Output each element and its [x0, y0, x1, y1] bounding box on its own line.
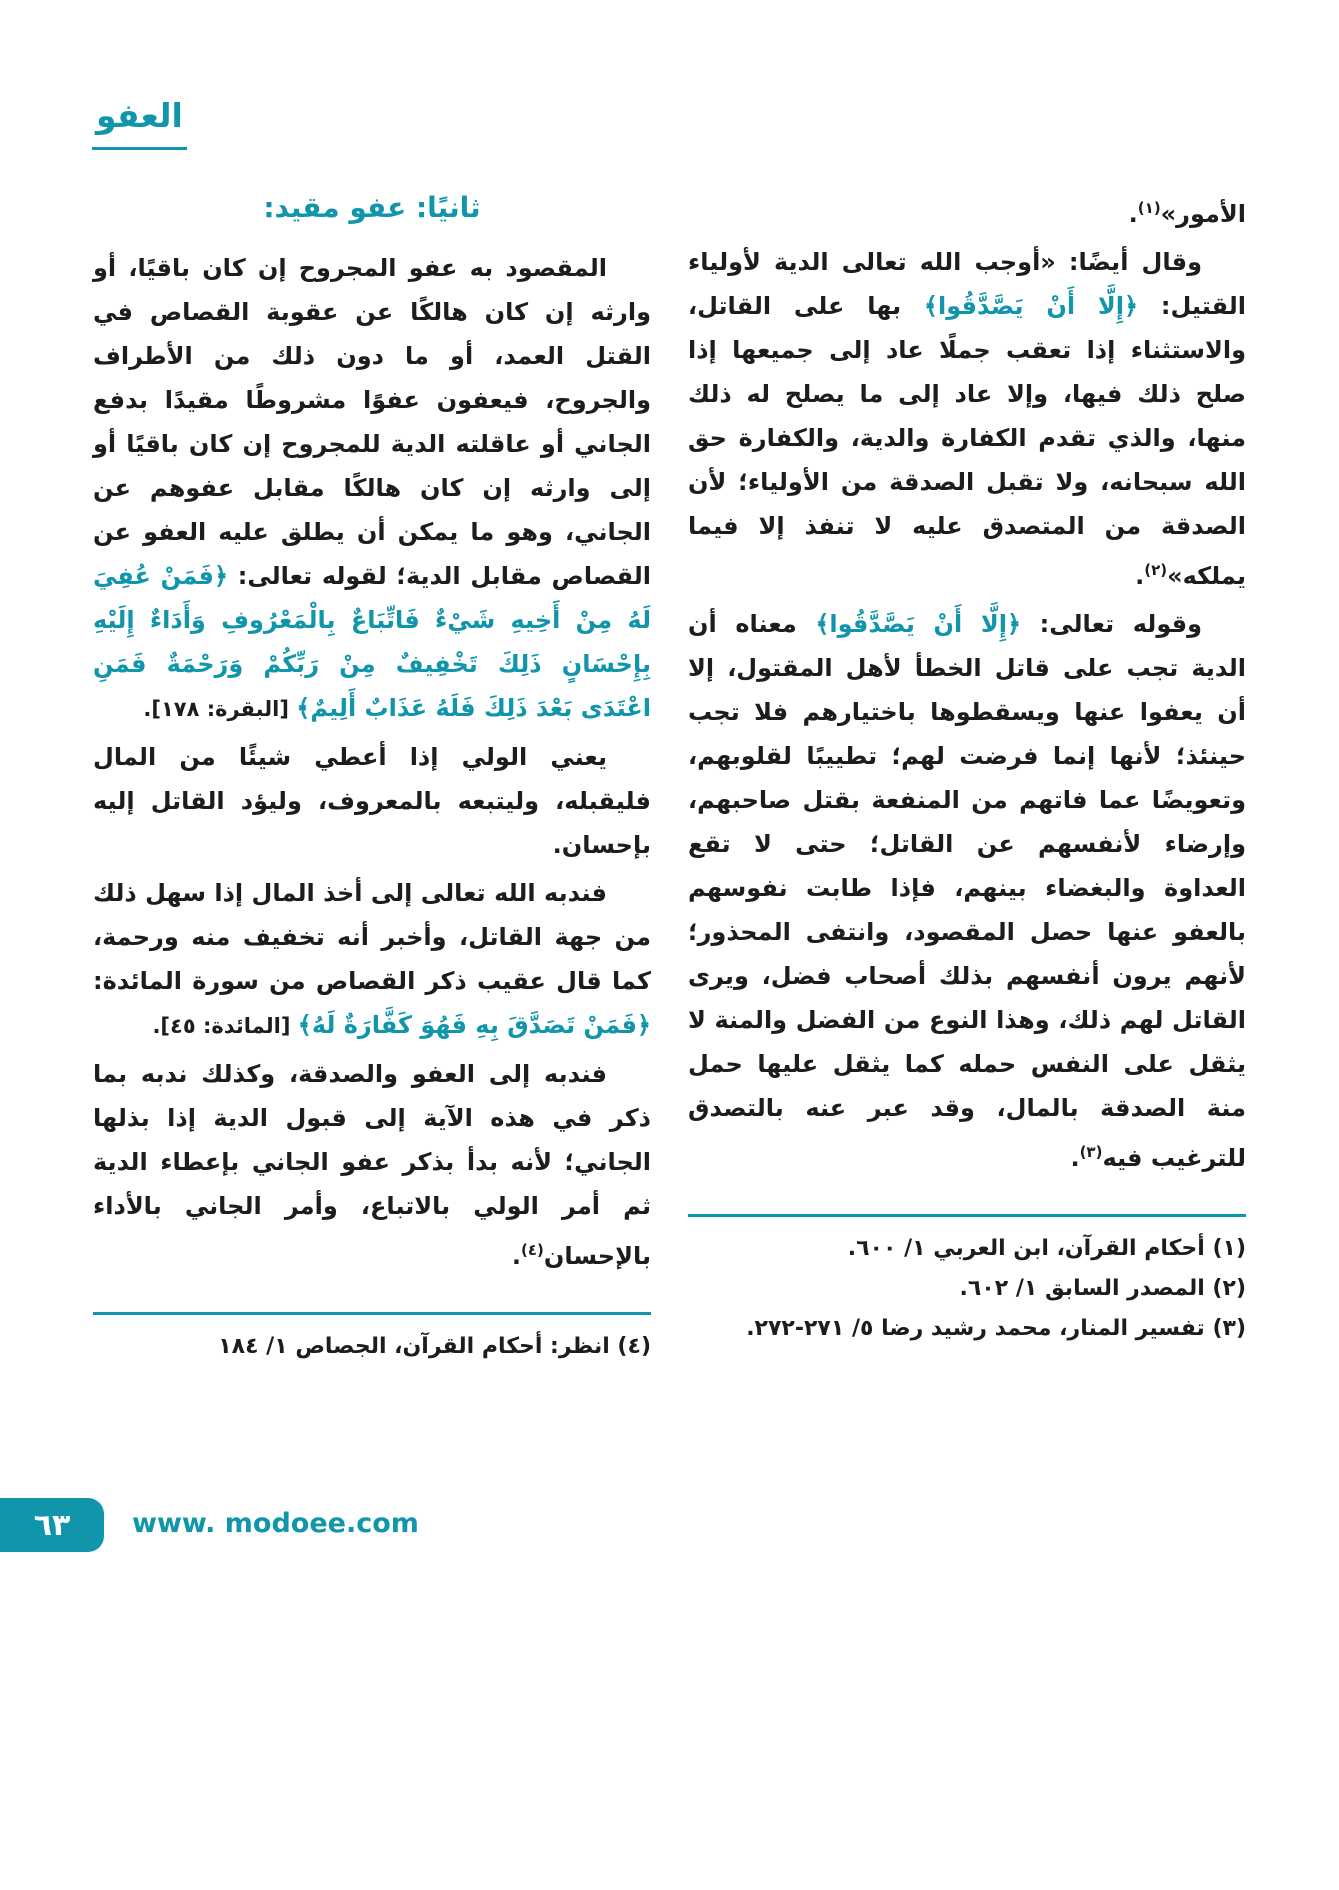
body-text: وقال أيضًا: «أوجب الله تعالى الدية لأولياء القتيل:	[688, 248, 1247, 320]
footnote: (١) أحكام القرآن، ابن العربي ١/ ٦٠٠.	[847, 1236, 1246, 1261]
footnote-divider	[688, 1214, 1246, 1217]
quran-verse: ﴿فَمَنْ تَصَدَّقَ بِهِ فَهُوَ كَفَّارَةٌ لَهُ﴾	[297, 1011, 651, 1039]
body-text: معناه أن الدية تجب على قاتل الخطأ لأهل المقتول، إلا أن يعفوا عنها ويسقطوها باختيارهم فلا تجب حينئذ؛ لأنها إنما فرضت لهم؛ تطييبًا لقلوبهم، وتعويضًا عما فاتهم من المنفعة بقتل صاحبهم، وإرضاء لأنفسهم عن القاتل؛ حتى لا تقع العداوة والبغضاء بينهم، فإذا طابت نفوسهم بالعفو عنها حصل المقصود، وانتفى المحذور؛ لأنهم يرون أنفسهم بذلك أصحاب فضل، ويرى القاتل لهم ذلك، وهذا النوع من الفضل والمنة لا يثقل على النفس حمله كما يثقل عليها حمل منة الصدقة بالمال، وقد عبر عنه بالتصدق للترغيب فيه	[688, 610, 1246, 1172]
footnote-divider	[93, 1312, 651, 1315]
footnote-ref: (٣)	[1079, 1143, 1103, 1161]
left-column-footnotes	[93, 1312, 651, 1367]
footnote: (٤) انظر: أحكام القرآن، الجصاص ١/ ١٨٤	[218, 1334, 651, 1359]
body-text: .	[1070, 1144, 1080, 1172]
footnote-ref: (٤)	[521, 1241, 544, 1259]
quran-verse: ﴿إِلَّا أَنْ يَصَّدَّقُوا﴾	[923, 292, 1139, 320]
page-footer	[0, 1498, 1339, 1556]
body-text: وقوله تعالى:	[1021, 610, 1203, 638]
footnote-list	[688, 1229, 1246, 1349]
paragraph	[93, 871, 651, 1048]
website-text: www. modoee.com	[132, 1508, 419, 1539]
paragraph	[93, 735, 651, 867]
quran-verse: ﴿إِلَّا أَنْ يَصَّدَّقُوا﴾	[815, 610, 1022, 638]
footnote-ref: (١)	[1137, 199, 1161, 217]
page-number: ٦٣	[33, 1507, 71, 1543]
body-text: بها على القاتل، والاستثناء إذا تعقب جملًا عاد إلى جميعها إذا صلح ذلك فيها، وإلا عاد إلى ما يصلح له ذلك منها، والذي تقدم الكفارة والدية، والكفارة حق الله سبحانه، ولا تقبل الصدقة من الأولياء؛ لأن الصدقة من المتصدق عليه لا تنفذ إلا فيما يملكه»	[688, 292, 1246, 590]
quran-verse: ﴿فَمَنْ عُفِيَ لَهُ مِنْ أَخِيهِ شَيْءٌ فَاتِّبَاعٌ بِالْمَعْرُوفِ وَأَدَاءٌ إِلَيْهِ بِإِحْسَانٍ ذَلِكَ تَخْفِيفٌ مِنْ رَبِّكُمْ وَرَحْمَةٌ فَمَنِ اعْتَدَى بَعْدَ ذَلِكَ فَلَهُ عَذَابٌ أَلِيمٌ﴾	[93, 562, 651, 722]
body-text: فندبه إلى العفو والصدقة، وكذلك ندبه بما ذكر في هذه الآية إلى قبول الدية إذا بذلها الجاني؛ لأنه بدأ بذكر عفو الجاني بإعطاء الدية ثم أمر الولي بالاتباع، وأمر الجاني بالأداء بالإحسان	[93, 1060, 651, 1270]
left-column	[93, 186, 651, 1367]
body-text: .	[1128, 200, 1138, 228]
body-text: .	[511, 1242, 522, 1270]
section-heading: ثانيًا: عفو مقيد:	[263, 191, 481, 224]
footnote: (٣) تفسير المنار، محمد رشيد رضا ٥/ ٢٧١-٢٧٢.	[746, 1316, 1246, 1341]
body-text: فندبه الله تعالى إلى أخذ المال إذا سهل ذلك من جهة القاتل، وأخبر أنه تخفيف منه ورحمة، كما قال عقيب ذكر القصاص من سورة المائدة:	[93, 879, 651, 995]
paragraph	[688, 186, 1246, 236]
right-column-text	[688, 186, 1246, 1180]
verse-citation: [المائدة: ٤٥].	[152, 1014, 298, 1038]
footnote: (٢) المصدر السابق ١/ ٦٠٢.	[959, 1276, 1246, 1301]
body-text: المقصود به عفو المجروح إن كان باقيًا، أو وارثه إن كان هالكًا عن عقوبة القصاص في القتل العمد، أو ما دون ذلك من الأطراف والجروح، فيعفون عفوًا مشروطًا مقيدًا بدفع الجاني أو عاقلته الدية للمجروح إن كان باقيًا أو إلى وارثه إن كان هالكًا مقابل عفوهم عن الجاني، وهو ما يمكن أن يطلق عليه العفو عن القصاص مقابل الدية؛ لقوله تعالى:	[93, 254, 651, 590]
left-column-text	[93, 246, 651, 1278]
footnote-ref: (٢)	[1144, 561, 1168, 579]
paragraph	[688, 240, 1246, 598]
paragraph	[688, 602, 1246, 1180]
paragraph	[93, 1052, 651, 1278]
paragraph	[93, 246, 651, 731]
body-text: يعني الولي إذا أعطي شيئًا من المال فليقبله، وليتبعه بالمعروف، وليؤد القاتل إليه بإحسان.	[93, 743, 651, 859]
page-number-badge	[0, 1498, 104, 1552]
body-text: .	[1135, 562, 1145, 590]
body-text: الأمور»	[1160, 200, 1246, 228]
chapter-title: العفو	[92, 96, 187, 150]
page-header	[92, 96, 187, 150]
footnote-list	[93, 1327, 651, 1367]
right-column	[688, 186, 1246, 1349]
right-column-footnotes	[688, 1214, 1246, 1349]
verse-citation: [البقرة: ١٧٨].	[143, 697, 297, 721]
